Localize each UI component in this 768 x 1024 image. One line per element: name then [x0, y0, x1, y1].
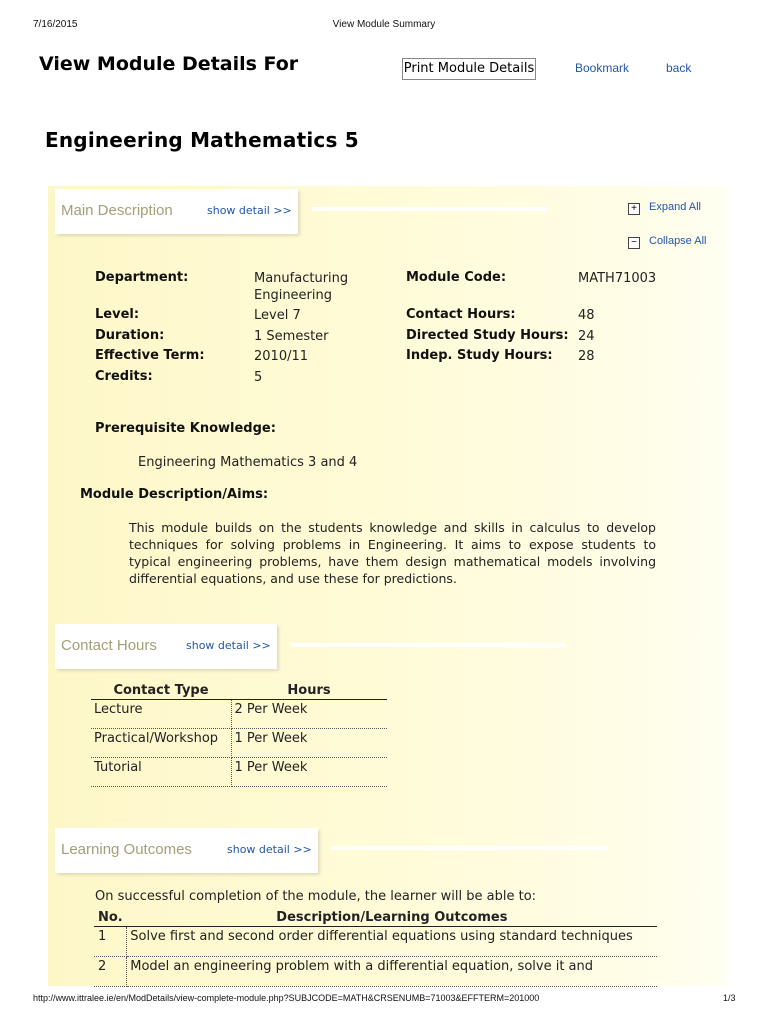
- table-row: [91, 729, 387, 758]
- print-footer-page: 1/3: [723, 993, 736, 1003]
- bookmark-link[interactable]: Bookmark: [575, 61, 630, 75]
- expand-all-label: Expand All: [649, 201, 701, 213]
- field-label: Contact Hours:: [406, 307, 516, 322]
- table-cell: Model an engineering problem with a differential equation, solve it and: [127, 957, 657, 987]
- back-link[interactable]: back: [666, 61, 692, 75]
- field-label: Effective Term:: [95, 348, 205, 363]
- section-divider: [312, 207, 547, 211]
- table-row: [91, 700, 387, 729]
- contact-hours-heading: Contact Hours: [61, 637, 157, 654]
- field-value: 28: [578, 349, 595, 364]
- main-description-show-detail-link[interactable]: show detail >>: [207, 204, 292, 217]
- field-label: Duration:: [95, 328, 165, 343]
- learning-outcomes-heading: Learning Outcomes: [61, 841, 192, 858]
- column-header: No.: [94, 909, 127, 927]
- field-value: MATH71003: [578, 271, 657, 286]
- table-cell: 1 Per Week: [231, 729, 387, 758]
- table-row: [91, 758, 387, 787]
- prerequisite-label: Prerequisite Knowledge:: [95, 421, 276, 436]
- table-cell: 1: [94, 927, 127, 957]
- column-header: Description/Learning Outcomes: [127, 909, 657, 927]
- table-row: [94, 927, 657, 957]
- contact-hours-tab: [55, 624, 277, 669]
- field-label: Module Code:: [406, 270, 507, 285]
- field-value: Manufacturing Engineering: [254, 271, 349, 303]
- table-cell: Tutorial: [91, 758, 231, 787]
- table-header-row: [91, 682, 387, 700]
- field-label: Directed Study Hours:: [406, 328, 569, 343]
- field-value: 5: [254, 370, 263, 385]
- learning-outcomes-tab: [55, 828, 318, 873]
- learning-outcomes-intro: On successful completion of the module, the learner will be able to:: [95, 889, 537, 904]
- field-value: 48: [578, 308, 595, 323]
- learning-outcomes-show-detail-link[interactable]: show detail >>: [227, 843, 312, 856]
- table-cell: Solve first and second order differential equations using standard techniques: [127, 927, 657, 957]
- module-title: Engineering Mathematics 5: [45, 128, 359, 152]
- collapse-icon: −: [628, 237, 640, 249]
- page-title: View Module Details For: [39, 53, 299, 75]
- field-label: Level:: [95, 307, 140, 322]
- print-module-details-button[interactable]: Print Module Details: [402, 58, 536, 80]
- column-header: Contact Type: [91, 682, 231, 700]
- table-header-row: [94, 909, 657, 927]
- section-divider: [291, 643, 566, 647]
- section-divider: [331, 846, 607, 850]
- expand-icon: +: [628, 203, 640, 215]
- field-value: 2010/11: [254, 349, 309, 364]
- field-value: Level 7: [254, 308, 301, 323]
- table-cell: 2 Per Week: [231, 700, 387, 729]
- field-value: 24: [578, 329, 595, 344]
- table-cell: 2: [94, 957, 127, 987]
- expand-all-control[interactable]: [628, 201, 701, 215]
- field-label: Department:: [95, 270, 189, 285]
- print-footer-url: http://www.ittralee.ie/en/ModDetails/view-complete-module.php?SUBJCODE=MATH&CRSENUMB=71003&EFFTERM=201000: [33, 993, 540, 1003]
- prerequisite-value: Engineering Mathematics 3 and 4: [138, 455, 358, 470]
- collapse-all-control[interactable]: [628, 235, 706, 249]
- contact-hours-show-detail-link[interactable]: show detail >>: [186, 639, 271, 652]
- main-description-heading: Main Description: [61, 202, 173, 219]
- table-cell: Lecture: [91, 700, 231, 729]
- table-cell: 1 Per Week: [231, 758, 387, 787]
- learning-outcomes-table: [94, 909, 657, 987]
- collapse-all-label: Collapse All: [649, 235, 707, 247]
- column-header: Hours: [231, 682, 387, 700]
- main-description-tab: [55, 189, 298, 234]
- print-date: 7/16/2015: [33, 19, 78, 30]
- field-label: Credits:: [95, 369, 153, 384]
- field-label: Indep. Study Hours:: [406, 348, 553, 363]
- print-page-title: View Module Summary: [332, 19, 436, 30]
- aims-text: This module builds on the students knowledge and skills in calculus to develop techniques for solving problems in Engineering. It aims to expose students to typical engineering problems, have them design mathematical models involving differential equations, and use these for predictions.: [129, 520, 656, 586]
- aims-label: Module Description/Aims:: [80, 487, 269, 502]
- field-value: 1 Semester: [254, 329, 329, 344]
- contact-hours-table: [91, 682, 387, 787]
- table-row: [94, 957, 657, 987]
- table-cell: Practical/Workshop: [91, 729, 231, 758]
